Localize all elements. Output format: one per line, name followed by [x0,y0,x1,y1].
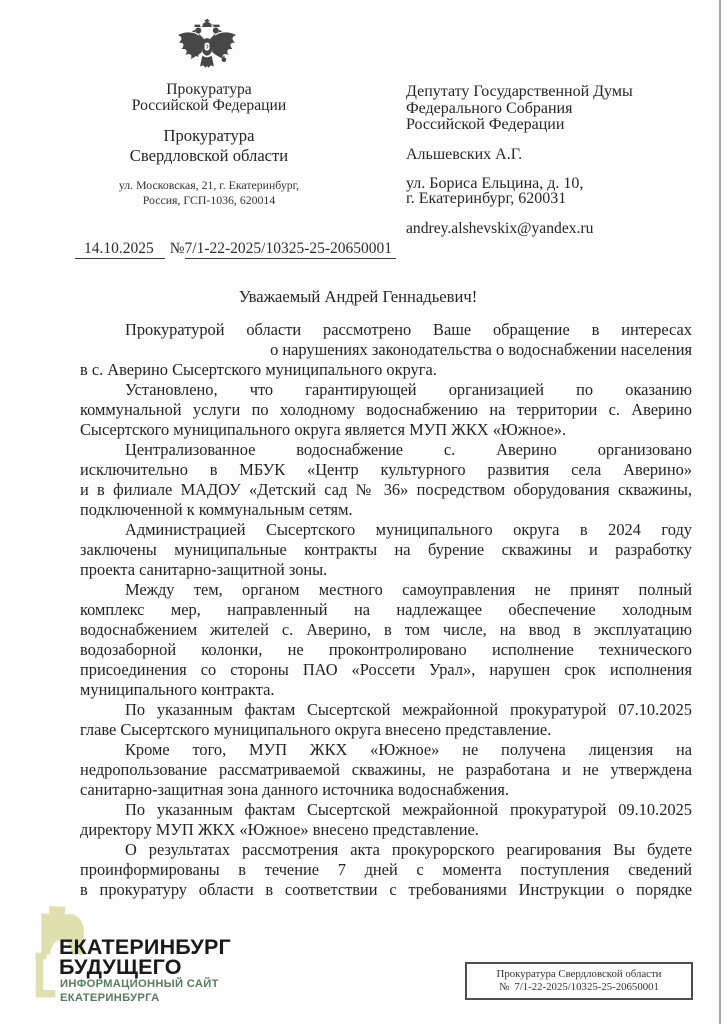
body-line: директору МУП ЖКХ «Южное» внесено представление. [80,820,479,839]
body-line: недропользование рассматриваемой скважины, не разработана и не утверждена [80,760,692,779]
body-line: подключенной к коммунальным сетям. [80,500,353,519]
sender-org-federation-line1: Прокуратура [166,81,252,98]
body-line: По указанным фактам Сысертской межрайонной прокуратурой 09.10.2025 [125,800,692,819]
recipient-address [406,176,706,207]
body-line: муниципального контракта. [80,680,275,699]
sender-address-line2: Россия, ГСП-1036, 620014 [142,192,276,207]
logo-title-line2: БУДУЩЕГО [59,954,182,979]
recipient-organization [406,84,706,134]
body-line: о нарушениях законодательства о водоснабжении населения [270,340,692,359]
body-line: Кроме того, МУП ЖКХ «Южное» не получена лицензия на [125,740,692,759]
logo-subtitle [60,977,219,1005]
body-line: и в филиале МАДОУ «Детский сад № 36» посредством оборудования скважины, [80,480,692,499]
sender-block [75,82,343,207]
body-line: Установлено, что гарантирующей организацией по оказанию [125,380,692,399]
recipient-block [406,84,706,238]
sender-address-line1: ул. Московская, 21, г. Екатеринбург, [118,178,300,192]
number-sign: № [169,240,185,257]
body-line: Прокуратурой области рассмотрено Ваше обращение в интересах [125,320,692,339]
body-line: коммунальной услуги по холодному водоснабжению на территории с. Аверино [80,400,692,419]
stamp-number-line [467,981,691,994]
logo-subtitle-line2: ЕКАТЕРИНБУРГА [60,992,160,1004]
body-line: исключительно в МБУК «Центр культурного развития села Аверино» [80,460,692,479]
body-line: санитарно-защитная зона данного источника водоснабжения. [80,780,509,799]
body-line: проинформированы в течение 7 дней с момента поступления сведений [80,860,692,879]
body-line: главе Сысертского муниципального округа внесено представление. [80,720,552,739]
body-line: в прокуратуру области в соответствии с требованиями Инструкции о порядке [80,880,692,899]
recipient-name: Альшевских А.Г. [406,145,523,163]
body-line: водозаборной колонки, не проконтролировано исполнение технического [80,640,692,659]
body-line: По указанным фактам Сысертской межрайонной прокуратурой 07.10.2025 [125,700,692,719]
sender-org-region-line2: Свердловской области [129,146,289,165]
letter-date: 14.10.2025 [75,240,165,259]
body-line: проекта санитарно-защитной зоны. [80,560,328,579]
body-line: водоснабжением жителей с. Аверино, в том числе, на ввод в эксплуатацию [80,620,692,639]
logo-title [59,935,231,979]
russia-coat-of-arms-icon [172,18,242,78]
body-line: присоединения со стороны ПАО «Россети Урал», нарушен срок исполнения [80,660,692,679]
body-line: комплекс мер, направленный на надлежащее обеспечение холодным [80,600,692,619]
recipient-org-line: Депутату Государственной Думы [406,83,633,100]
logo-subtitle-line1: ИНФОРМАЦИОННЫЙ САЙТ [60,978,219,990]
body-line: Администрацией Сысертского муниципального округа в 2024 году [125,520,692,539]
recipient-address-line: ул. Бориса Ельцина, д. 10, [406,174,584,192]
recipient-org-line: Российской Федерации [406,116,565,133]
letter-number: 7/1-22-2025/10325-25-20650001 [185,240,397,259]
scan-edge-line [719,0,721,1024]
logo-title-line1: ЕКАТЕРИНБУРГ [59,935,231,959]
sender-org-federation-line2: Российской Федерации [131,97,287,114]
sender-org-region-line1: Прокуратура [163,126,255,145]
stamp-number-sign: № [499,981,510,993]
body-line: в с. Аверино Сысертского муниципального округа. [80,360,437,379]
body-line: Между тем, органом местного самоуправления не принят полный [125,580,692,599]
registration-stamp [465,962,693,1000]
letter-body [80,320,692,900]
stamp-org-line: Прокуратура Свердловской области [496,968,662,980]
body-line: Сысертского муниципального округа является МУП ЖКХ «Южное». [80,420,567,439]
reference-line [75,240,396,258]
recipient-email: andrey.alshevskix@yandex.ru [406,219,594,237]
body-line: заключены муниципальные контракты на бурение скважины и разработку [80,540,692,559]
salutation: Уважаемый Андрей Геннадьевич! [238,287,478,306]
stamp-number: 7/1-22-2025/10325-25-20650001 [514,981,659,993]
body-line: Централизованное водоснабжение с. Аверино организовано [125,440,692,459]
recipient-org-line: Федерального Собрания [406,99,573,117]
recipient-address-line: г. Екатеринбург, 620031 [406,190,567,207]
body-line: О результатах рассмотрения акта прокурорского реагирования Вы будете [125,840,692,859]
